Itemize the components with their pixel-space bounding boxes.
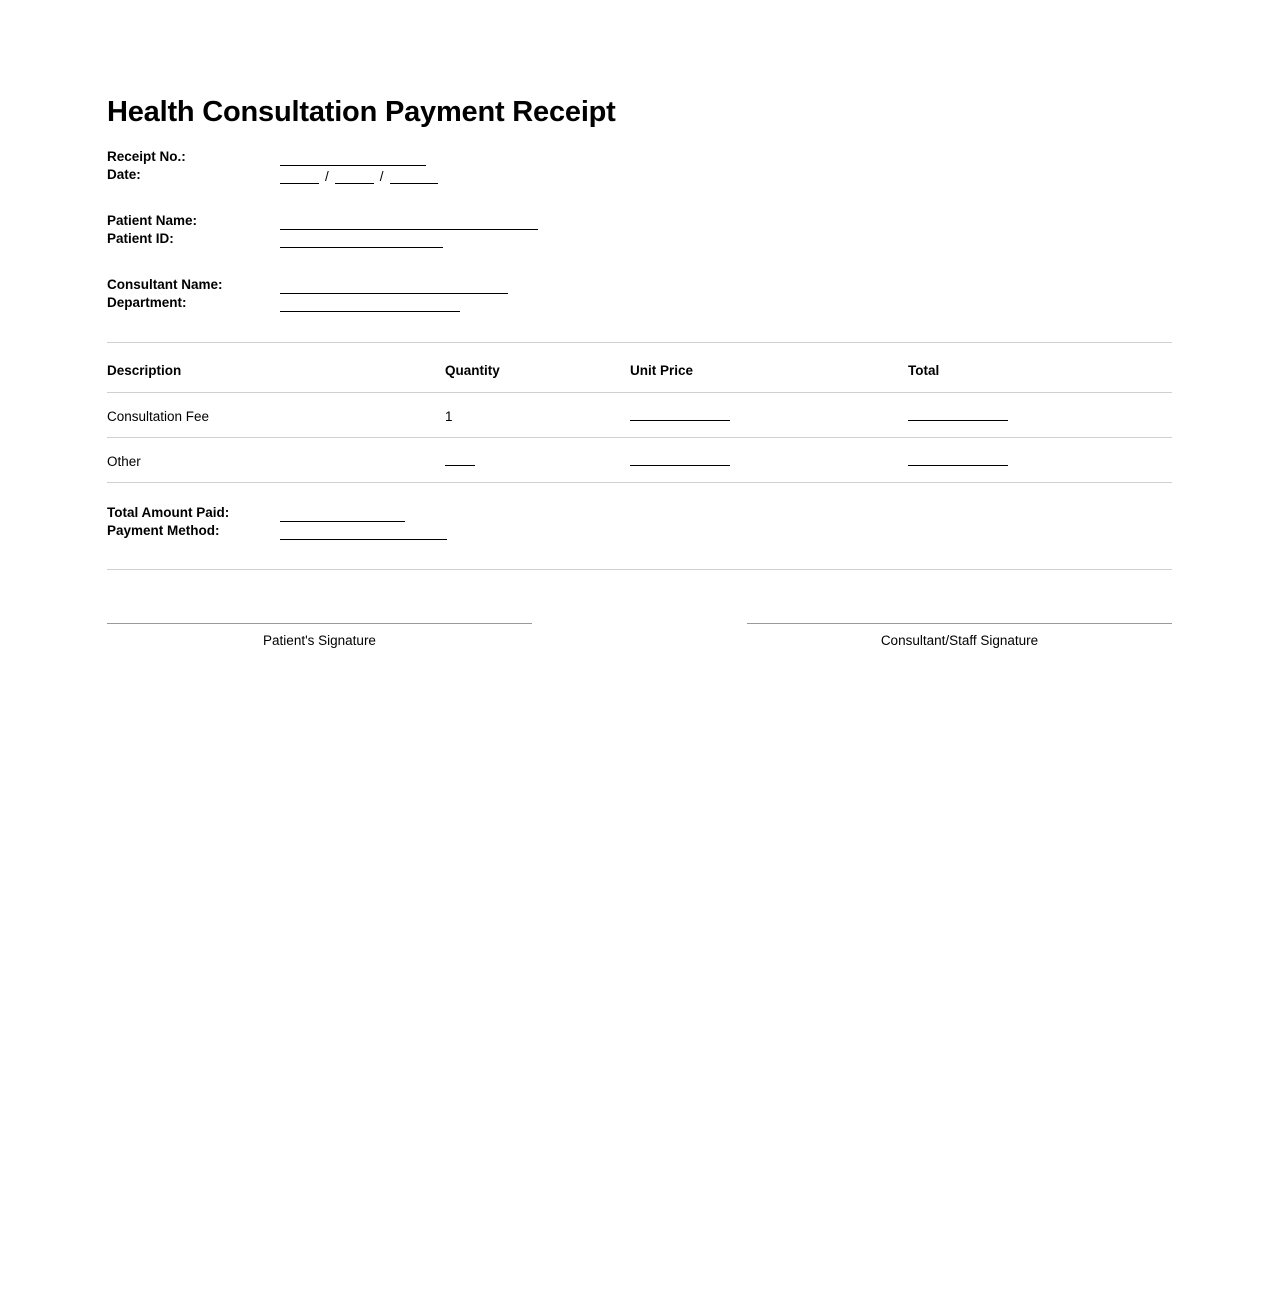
receipt-meta-block <box>107 148 1172 312</box>
receipt-no-row <box>107 148 1172 166</box>
patient-name-row <box>107 212 1172 230</box>
date-separator-2: / <box>379 168 384 184</box>
row-total-consultation-fee <box>908 392 1172 437</box>
unit-price-input-other[interactable] <box>630 452 730 466</box>
total-amount-row <box>107 504 1172 522</box>
date-fields <box>280 169 438 184</box>
column-header-total: Total <box>908 343 1172 393</box>
row-description-other: Other <box>107 437 445 482</box>
consultant-signature-block <box>747 623 1172 648</box>
department-input[interactable] <box>280 297 460 312</box>
row-quantity-consultation-fee: 1 <box>445 392 630 437</box>
column-header-unit-price: Unit Price <box>630 343 908 393</box>
payment-method-row <box>107 522 1172 540</box>
row-description-consultation-fee: Consultation Fee <box>107 392 445 437</box>
date-year-input[interactable] <box>390 169 438 184</box>
date-row <box>107 166 1172 184</box>
column-header-description: Description <box>107 343 445 393</box>
total-input-consultation-fee[interactable] <box>908 407 1008 421</box>
date-month-input[interactable] <box>335 169 374 184</box>
department-label: Department: <box>107 294 187 310</box>
consultant-name-input[interactable] <box>280 279 508 294</box>
receipt-no-label: Receipt No.: <box>107 148 186 164</box>
department-row <box>107 294 1172 312</box>
date-label: Date: <box>107 166 141 182</box>
patient-id-input[interactable] <box>280 233 443 248</box>
patient-signature-block <box>107 623 532 648</box>
date-separator-1: / <box>325 168 329 184</box>
row-unit-price-consultation-fee <box>630 392 908 437</box>
row-total-other <box>908 437 1172 482</box>
receipt-no-input[interactable] <box>280 151 426 166</box>
patient-id-row <box>107 230 1172 248</box>
receipt-document <box>107 0 1172 648</box>
table-row <box>107 437 1172 482</box>
page-title: Health Consultation Payment Receipt <box>107 96 616 128</box>
quantity-input-other[interactable] <box>445 452 475 466</box>
consultant-signature-caption: Consultant/Staff Signature <box>880 632 1039 648</box>
patient-id-label: Patient ID: <box>107 230 174 246</box>
divider-above-signatures <box>107 569 1172 570</box>
patient-signature-caption: Patient's Signature <box>263 632 376 648</box>
consultant-name-row <box>107 276 1172 294</box>
patient-name-input[interactable] <box>280 215 538 230</box>
signature-area <box>107 623 1172 648</box>
items-table <box>107 343 1172 483</box>
total-input-other[interactable] <box>908 452 1008 466</box>
total-amount-input[interactable] <box>280 507 405 522</box>
patient-name-label: Patient Name: <box>107 212 198 228</box>
row-unit-price-other <box>630 437 908 482</box>
table-row <box>107 392 1172 437</box>
unit-price-input-consultation-fee[interactable] <box>630 407 730 421</box>
total-amount-label: Total Amount Paid: <box>107 504 230 520</box>
row-quantity-other <box>445 437 630 482</box>
totals-block <box>107 504 1172 540</box>
date-day-input[interactable] <box>280 169 319 184</box>
table-header-row <box>107 343 1172 393</box>
column-header-quantity: Quantity <box>445 343 630 393</box>
payment-method-label: Payment Method: <box>107 522 220 538</box>
consultant-name-label: Consultant Name: <box>107 276 223 292</box>
payment-method-input[interactable] <box>280 525 447 540</box>
